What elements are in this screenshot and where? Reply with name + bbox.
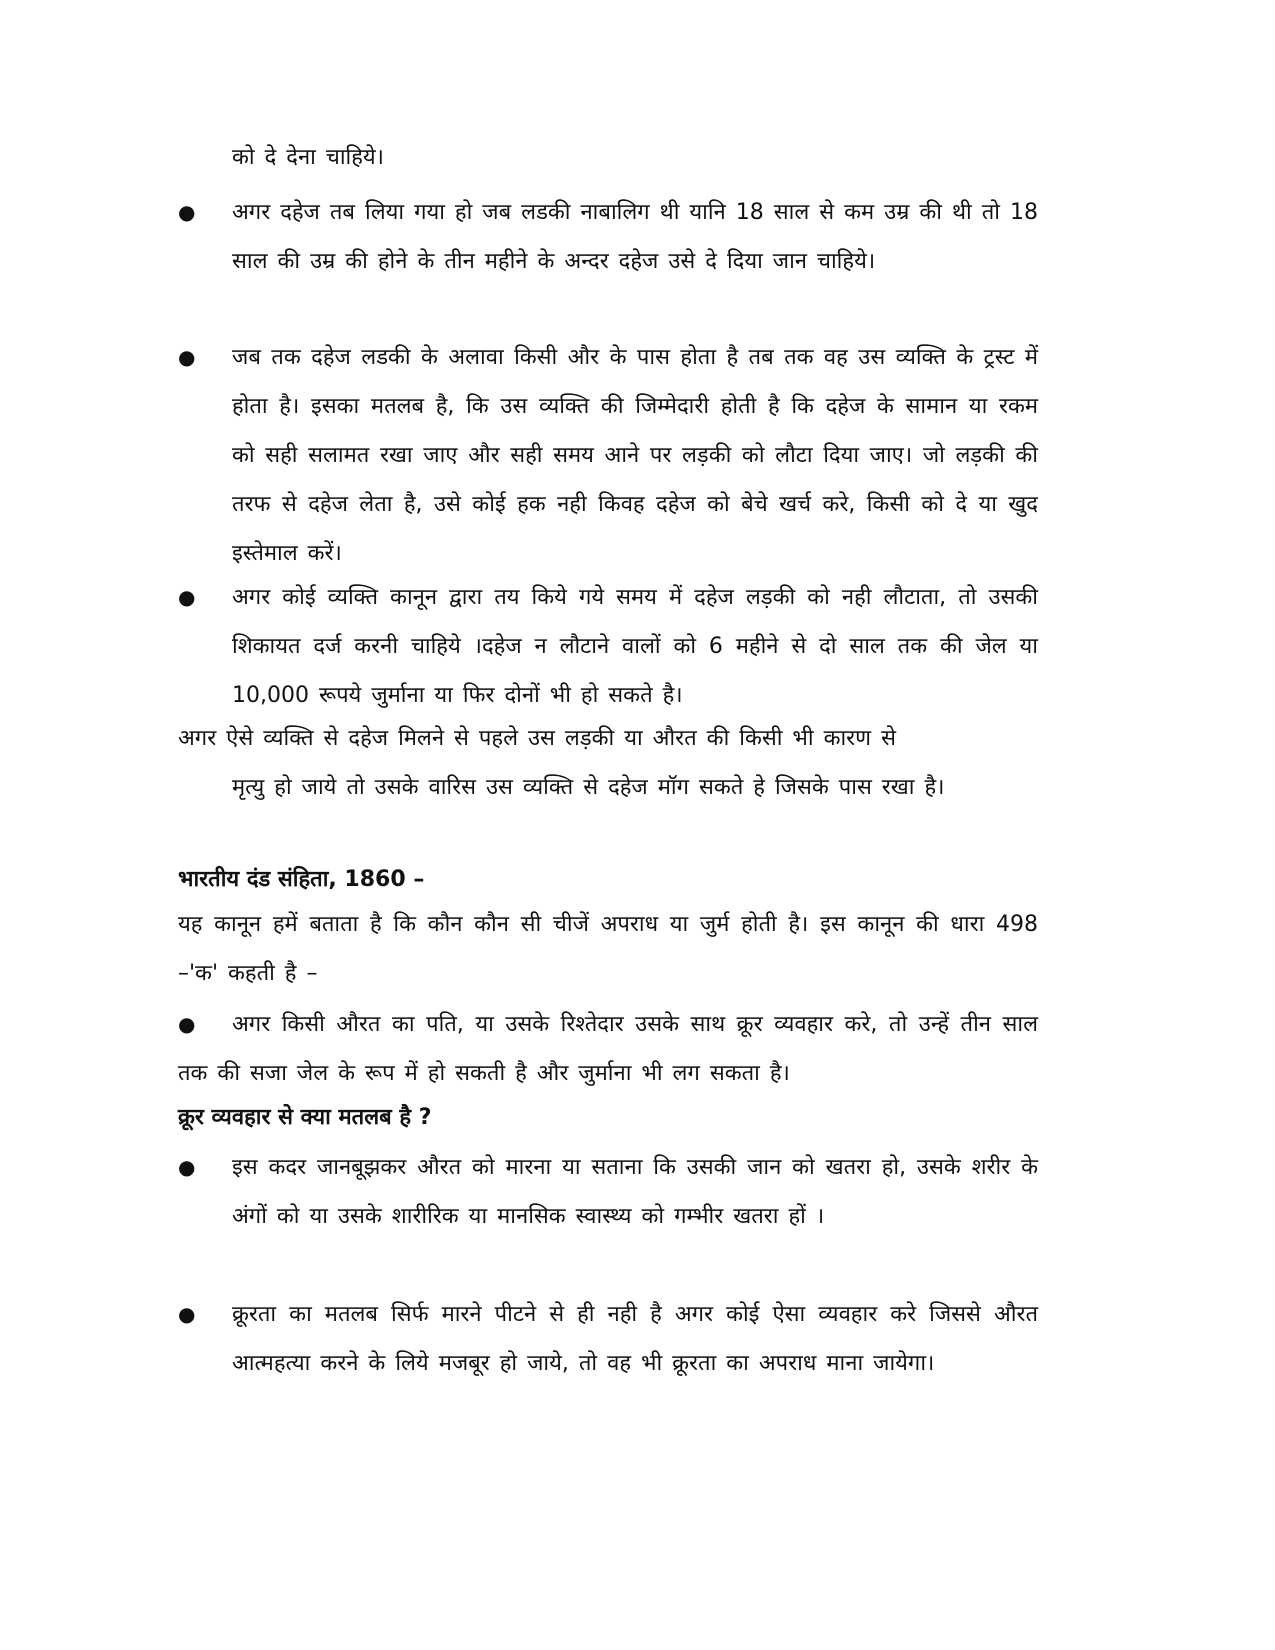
bullet-text-trust: जब तक दहेज लडकी के अलावा किसी और के पास होता है तब तक वह उस व्यक्ति के ट्रस्ट में होता है। इसका मतलब है, कि उस व्यक्ति की जिम्मेदारी होती है कि दहेज के सामान या रकम को सही सलामत रखा जाए और सही समय आने पर लड़की को लौटा दिया जाए। जो लड़की की तरफ से दहेज लेता है, उसे कोई हक नही किवह दहेज को बेचे खर्च करे, किसी को दे या खुद इस्तेमाल करें। <box>232 345 1038 566</box>
continuation-line: को दे देना चाहिये। <box>232 145 384 170</box>
paragraph-498a: अगर किसी औरत का पति, या उसके रिश्तेदार उसके साथ क्रूर व्यवहार करे, तो उन्हें तीन साल तक की सजा जेल के रूप में हो सकती है और जुर्माना भी लग सकता है। <box>178 1012 1038 1086</box>
bullet-text-penalty: अगर कोई व्यक्ति कानून द्वारा तय किये गये समय में दहेज लड़की को नही लौटाता, तो उसकी शिकायत दर्ज करनी चाहिये ।दहेज न लौटाने वालों को 6 महीने से दो साल तक की जेल या 10,000 रूपये जुर्माना या फिर दोनों भी हो सकते है। <box>232 585 1038 708</box>
heading-cruelty: क्रूर व्यवहार से क्या मतलब है ? <box>178 1105 432 1130</box>
bullet-text-harm: इस कदर जानबूझकर औरत को मारना या सताना कि उसकी जान को खतरा हो, उसके शरीर के अंगों को या उसके शारीरिक या मानसिक स्वास्थ्य को गम्भीर खतरा हों । <box>232 1155 1038 1229</box>
bullet-text-suicide: क्रूरता का मतलब सिर्फ मारने पीटने से ही नही है अगर कोई ऐसा व्यवहार करे जिससे औरत आत्महत्या करने के लिये मजबूर हो जाये, तो वह भी क्रूरता का अपराध माना जायेगा। <box>232 1302 1038 1376</box>
heading-ipc: भारतीय दंड संहिता, 1860 – <box>178 867 425 892</box>
paragraph-heirs-first-line: अगर ऐसे व्यक्ति से दहेज मिलने से पहले उस लड़की या औरत की किसी भी कारण से <box>178 726 896 751</box>
bullet-dot: ● <box>178 1302 196 1326</box>
bullet-text-minor-dowry: अगर दहेज तब लिया गया हो जब लडकी नाबालिग थी यानि 18 साल से कम उम्र की थी तो 18 साल की उम्र की होने के तीन महीने के अन्दर दहेज उसे दे दिया जान चाहिये। <box>232 200 1038 274</box>
bullet-dot: ● <box>178 1012 196 1036</box>
bullet-dot: ● <box>178 1155 196 1179</box>
bullet-dot: ● <box>178 585 196 609</box>
paragraph-ipc: यह कानून हमें बताता है कि कौन कौन सी चीजें अपराध या जुर्म होती है। इस कानून की धारा 498 –'क' कहती है – <box>178 912 1038 986</box>
bullet-dot: ● <box>178 345 196 369</box>
bullet-dot: ● <box>178 200 196 224</box>
paragraph-heirs-rest: मृत्यु हो जाये तो उसके वारिस उस व्यक्ति से दहेज मॉग सकते हे जिसके पास रखा है। <box>232 775 945 800</box>
